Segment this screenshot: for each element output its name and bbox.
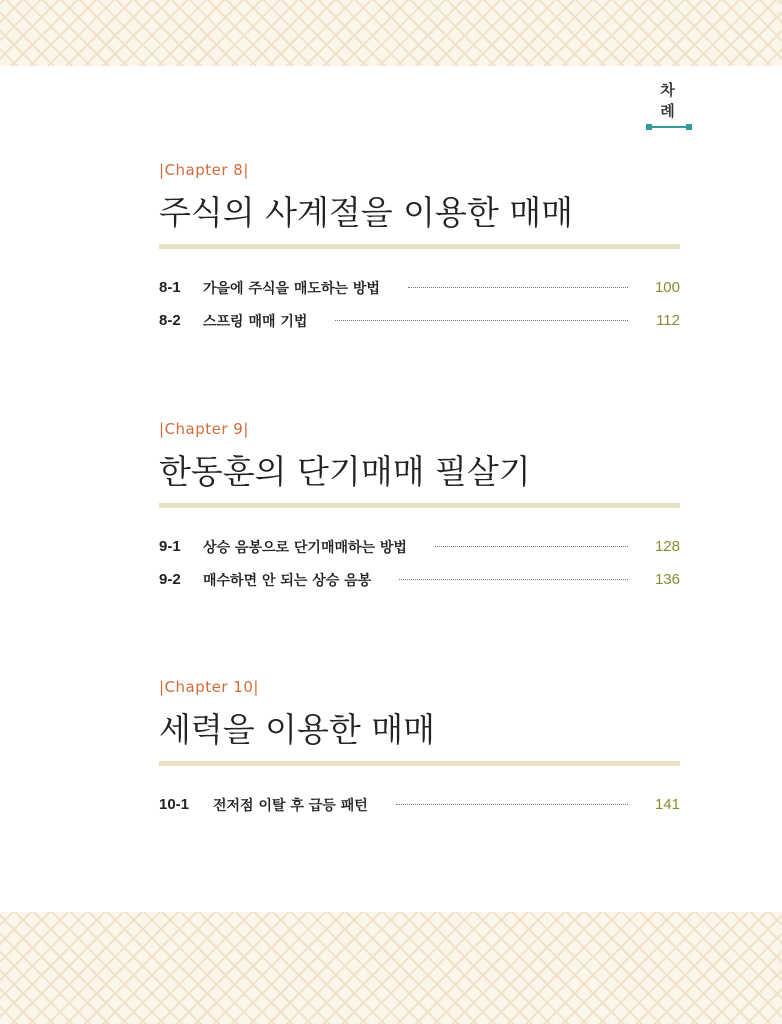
chapter-8-section <box>159 160 680 337</box>
chapter-10-section <box>159 677 680 821</box>
dot-leader <box>396 804 628 805</box>
entry-title: 가을에 주식을 매도하는 방법 <box>203 280 380 297</box>
entry-page-number: 100 <box>654 279 680 296</box>
dot-leader <box>335 320 628 321</box>
chapter-title: 세력을 이용한 매매 <box>159 710 436 749</box>
entry-title: 상승 음봉으로 단기매매하는 방법 <box>203 539 407 556</box>
chapter-9-section <box>159 419 680 596</box>
chapter-label: |Chapter 9| <box>159 420 249 438</box>
entry-number: 8-2 <box>159 312 181 329</box>
entry-page-number: 136 <box>654 571 680 588</box>
dot-leader <box>399 579 628 580</box>
chapter-label-text: Chapter 10 <box>164 678 254 696</box>
toc-entry[interactable] <box>159 788 680 821</box>
chapter-underline <box>159 761 680 766</box>
toc-entry[interactable] <box>159 304 680 337</box>
toc-entry[interactable] <box>159 530 680 563</box>
entry-number: 9-2 <box>159 571 181 588</box>
toc-entry-list <box>159 530 680 596</box>
chapter-label-text: Chapter 9 <box>164 420 244 438</box>
toc-title: 차 례 <box>660 81 678 120</box>
entry-title: 스프링 매매 기법 <box>203 313 308 330</box>
entry-page-number: 141 <box>654 796 680 813</box>
entry-page-number: 112 <box>656 312 680 329</box>
toc-entry-list <box>159 271 680 337</box>
chapter-underline <box>159 503 680 508</box>
chapter-label: |Chapter 10| <box>159 678 259 696</box>
dot-leader <box>408 287 628 288</box>
toc-header <box>648 79 690 128</box>
chapter-underline <box>159 244 680 249</box>
entry-title: 매수하면 안 되는 상승 음봉 <box>203 572 372 589</box>
toc-entry[interactable] <box>159 563 680 596</box>
chapter-label-text: Chapter 8 <box>164 161 244 179</box>
entry-page-number: 128 <box>654 538 680 555</box>
chapter-label: |Chapter 8| <box>159 161 249 179</box>
decorative-pattern-top <box>0 0 782 66</box>
toc-title-rule <box>648 126 690 128</box>
entry-number: 9-1 <box>159 538 181 555</box>
entry-number: 8-1 <box>159 279 181 296</box>
chapter-title: 한동훈의 단기매매 필살기 <box>159 452 531 491</box>
chapter-title: 주식의 사계절을 이용한 매매 <box>159 193 574 232</box>
decorative-pattern-bottom <box>0 912 782 1024</box>
entry-number: 10-1 <box>159 796 190 813</box>
entry-title: 전저점 이탈 후 급등 패턴 <box>213 797 368 814</box>
toc-entry[interactable] <box>159 271 680 304</box>
toc-entry-list <box>159 788 680 821</box>
dot-leader <box>435 546 628 547</box>
